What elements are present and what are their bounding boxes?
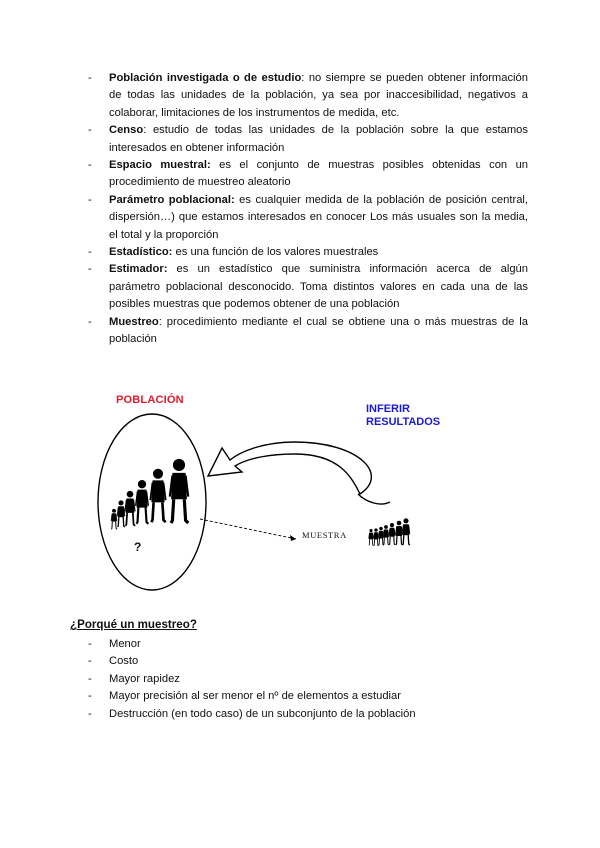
infer-label-line1: INFERIR: [366, 403, 410, 415]
definition-text: es un estadístico que suministra información acerca de algún parámetro poblacional desconocido. Toma distintos valores en cada una de las posibles muestras que podemos obtener de una población: [109, 263, 528, 311]
definition-item: [88, 261, 528, 313]
list-item: - Costo: [88, 653, 416, 670]
infer-results-label: [366, 403, 440, 429]
term-separator: :: [158, 315, 167, 328]
term-separator: [167, 263, 176, 275]
sample-label: MUESTRA: [302, 530, 347, 540]
question-mark-label: ?: [134, 540, 142, 554]
sample-arrow: [200, 519, 296, 539]
population-figures: [111, 459, 188, 529]
definition-text: es una función de los valores muestrales: [175, 246, 379, 259]
term-separator: :: [301, 72, 309, 84]
definition-item: [88, 244, 528, 261]
definition-text: estudio de todas las unidades de la población sobre la que estamos interesados en obtener información: [109, 124, 529, 154]
term-separator: :: [143, 124, 153, 137]
sample-figures: [369, 518, 410, 546]
definition-item: [88, 122, 528, 157]
definition-term: Estadístico:: [109, 246, 173, 259]
population-label: POBLACIÓN: [116, 394, 184, 406]
list-item: - Mayor rapidez: [88, 671, 416, 688]
definition-item: [88, 157, 528, 192]
definition-item: [88, 192, 528, 244]
list-item: - Mayor precisión al ser menor el nº de elementos a estudiar: [88, 688, 416, 705]
infer-label-line2: RESULTADOS: [366, 416, 441, 428]
definition-text: no siempre se pueden obtener información de todas las unidades de la población, ya sea por inaccesibilidad, negativos a colaborar, limitaciones de los instrumentos de medida, etc.: [109, 72, 528, 119]
definition-term: Muestreo: [109, 315, 159, 328]
definition-term: Estimador:: [109, 263, 168, 276]
definition-term: Espacio muestral:: [109, 159, 211, 172]
definition-term: Parámetro poblacional:: [109, 193, 235, 206]
definition-term: Población investigada o de estudio: [109, 72, 302, 84]
why-sampling-list: [88, 636, 416, 723]
list-item: - Menor: [88, 636, 416, 653]
definition-text: es el conjunto de muestras posibles obtenidas con un procedimiento de muestreo aleatorio: [109, 159, 529, 189]
definition-item: [88, 314, 528, 349]
definition-text: es cualquier medida de la población de posición central, dispersión…) que estamos interesados en conocer Los más usuales son la media, el total y la proporción: [109, 193, 529, 241]
inference-arrow: [208, 442, 371, 494]
definition-text: procedimiento mediante el cual se obtiene una o más muestras de la población: [109, 315, 529, 346]
term-separator: [211, 159, 219, 171]
definitions-list: [88, 70, 528, 349]
why-sampling-heading: ¿Porqué un muestreo?: [70, 618, 197, 631]
definition-item: [88, 70, 528, 122]
list-item: - Destrucción (en todo caso) de un subconjunto de la población: [88, 706, 416, 723]
definition-term: Censo: [109, 124, 144, 137]
